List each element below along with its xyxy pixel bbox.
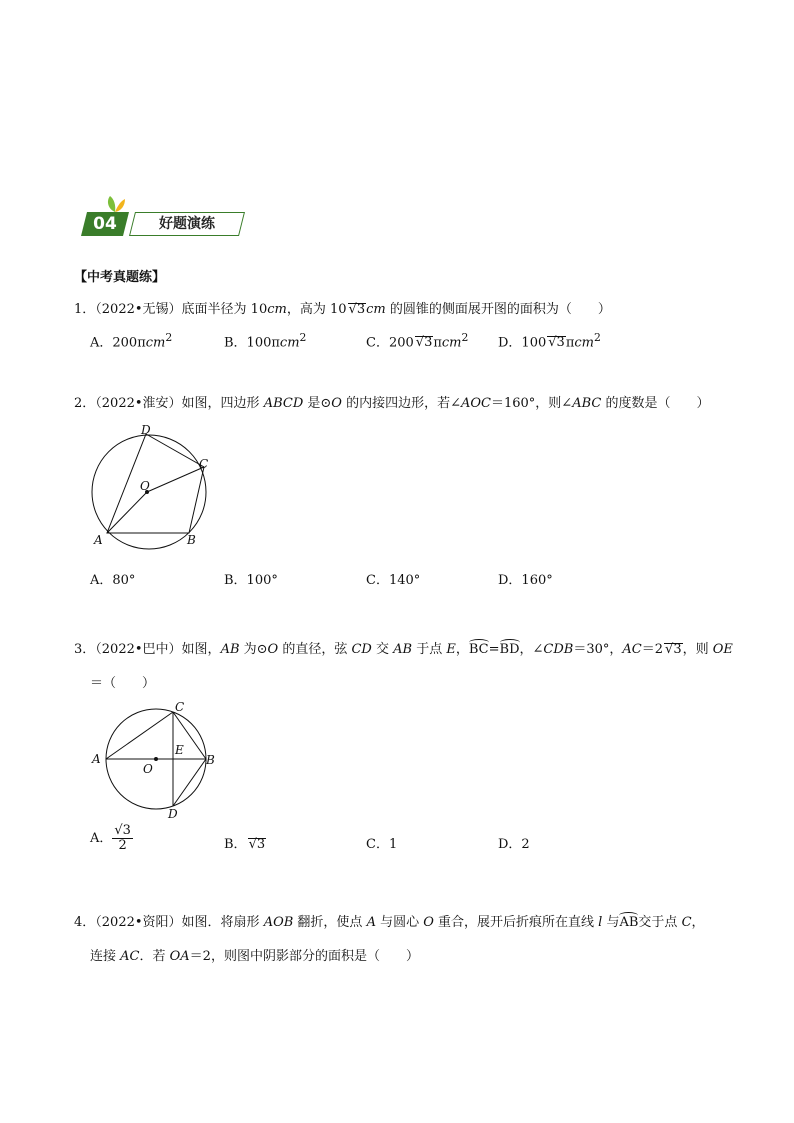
q4-text: 翻折，使点	[293, 915, 367, 930]
q3-text: 交	[371, 642, 394, 657]
q3-option-c[interactable]: C．1	[366, 837, 398, 852]
q3-text: ，∠	[519, 642, 544, 657]
q1-number: 1．	[74, 302, 96, 317]
radicand: 3	[673, 642, 682, 657]
arc-bd: BD	[500, 639, 520, 657]
var: AB	[220, 642, 240, 657]
chord-db	[173, 759, 206, 806]
arc-bc: BC	[469, 639, 489, 657]
q4-text: ，	[691, 915, 705, 930]
label-c: C	[175, 700, 185, 714]
sqrt: √3	[665, 642, 682, 657]
option-label: A．200π	[90, 335, 146, 351]
subheading: 【中考真题练】	[74, 270, 166, 285]
option-label: D．100	[498, 335, 547, 351]
sqrt: √3	[548, 335, 565, 351]
unit: cm	[441, 335, 462, 351]
radicand: 3	[424, 335, 433, 351]
q1-text: ，高为 10	[286, 302, 347, 317]
option-label: C．200	[366, 335, 414, 351]
q3-option-b[interactable]	[224, 833, 266, 852]
var: O	[423, 915, 434, 930]
numerator: √3	[114, 823, 131, 838]
var: OE	[712, 642, 733, 657]
q2-option-a[interactable]: A．80°	[90, 573, 136, 588]
sqrt: √3	[348, 302, 366, 317]
section-badge	[84, 209, 244, 239]
var: AOC	[460, 396, 491, 411]
var: OA	[169, 949, 190, 964]
var: AC	[622, 642, 642, 657]
q3-text: ，	[455, 642, 469, 657]
q3-text: 如图，	[181, 642, 221, 657]
sqrt: √3	[248, 837, 266, 852]
label-e: E	[175, 743, 184, 757]
q3-figure	[86, 696, 226, 822]
q3-text: 于点	[412, 642, 447, 657]
var: C	[681, 915, 692, 930]
var: CDB	[543, 642, 574, 657]
q3-source: （2022•巴中）	[95, 642, 182, 657]
q2-option-d[interactable]: D．160°	[498, 573, 553, 588]
question-3	[74, 638, 733, 657]
label-b: B	[187, 533, 196, 547]
q1-text: 底面半径为 10	[181, 302, 268, 317]
q1-option-c[interactable]	[366, 331, 468, 350]
q4-line2	[90, 945, 419, 964]
q1-option-a[interactable]	[90, 331, 172, 350]
q3-text: ＝30°，	[573, 642, 623, 657]
q3-number: 3．	[74, 642, 96, 657]
q3-text: ＝2	[641, 642, 664, 657]
q3-option-d[interactable]: D．2	[498, 837, 530, 852]
unit: cm	[279, 335, 300, 351]
label-b: B	[206, 753, 215, 767]
q2-text: 的度数是（ ）	[601, 396, 710, 411]
q3-option-a[interactable]	[90, 824, 133, 853]
section-title-box	[129, 212, 245, 236]
pi: π	[565, 335, 575, 351]
question-4	[74, 911, 705, 930]
question-1	[74, 298, 611, 317]
q3-text: 的直径，弦	[278, 642, 352, 657]
var: E	[446, 642, 456, 657]
q2-option-c[interactable]: C．140°	[366, 573, 421, 588]
var: A	[366, 915, 376, 930]
q2-source: （2022•淮安）	[95, 396, 182, 411]
q4-text: ＝2，则图中阴影部分的面积是（ ）	[189, 949, 419, 964]
q4-text: 如图．将扇形	[181, 915, 264, 930]
denominator: 2	[118, 838, 127, 853]
var: AB	[393, 642, 413, 657]
q4-source: （2022•资阳）	[95, 915, 182, 930]
var: ABC	[572, 396, 602, 411]
q2-text: ＝160°，则∠	[490, 396, 573, 411]
q2-number: 2．	[74, 396, 96, 411]
var: CD	[351, 642, 372, 657]
segment-ao	[107, 492, 147, 533]
exponent: 2	[299, 331, 307, 344]
section-number: 04	[93, 214, 117, 234]
q1-unit: cm	[267, 302, 287, 317]
q1-option-b[interactable]	[224, 331, 306, 350]
q1-unit: cm	[366, 302, 386, 317]
sqrt: √3	[415, 335, 433, 351]
q3-text: ，则	[682, 642, 713, 657]
q1-option-d[interactable]	[498, 331, 601, 350]
option-label: A．	[90, 831, 113, 846]
label-a: A	[94, 533, 103, 547]
leaf-icon	[104, 195, 126, 213]
q4-text: 交于点	[638, 915, 682, 930]
center-point	[154, 757, 158, 761]
question-2	[74, 392, 709, 411]
chord-ac	[106, 712, 173, 759]
q1-radicand: 3	[356, 302, 366, 317]
segment-oc	[147, 467, 204, 492]
q2-text: 是⊙	[303, 396, 332, 411]
q4-text: 连接	[90, 949, 121, 964]
q1-text: 的圆锥的侧面展开图的面积为（ ）	[385, 302, 611, 317]
option-label: B．	[224, 837, 247, 852]
q3-line2: ＝（ ）	[90, 676, 156, 691]
q2-text: 的内接四边形，若∠	[341, 396, 461, 411]
option-label: B．100π	[224, 335, 280, 351]
radicand: 3	[556, 335, 565, 351]
var: O	[331, 396, 342, 411]
label-d: D	[168, 807, 178, 821]
q4-text: 重合，展开后折痕所在直线	[433, 915, 599, 930]
unit: cm	[145, 335, 166, 351]
var: AOB	[263, 915, 294, 930]
var: AC	[120, 949, 140, 964]
label-a: A	[92, 752, 101, 766]
exponent: 2	[461, 331, 469, 344]
label-d: D	[141, 423, 151, 437]
q2-figure	[84, 420, 224, 550]
q2-text: 如图，四边形	[181, 396, 264, 411]
q4-text: 与	[602, 915, 620, 930]
q4-text: 与圆心	[375, 915, 424, 930]
arc-ab: AB	[619, 912, 638, 930]
exponent: 2	[165, 331, 173, 344]
label-o: O	[143, 762, 153, 776]
fraction	[112, 824, 133, 853]
q1-source: （2022•无锡）	[95, 302, 182, 317]
q4-number: 4．	[74, 915, 96, 930]
equals: =	[488, 642, 500, 657]
var: l	[598, 915, 603, 930]
label-o: O	[140, 479, 150, 493]
pi: π	[433, 335, 442, 351]
unit: cm	[574, 335, 594, 351]
q3-text: 为⊙	[239, 642, 268, 657]
q4-text: ．若	[139, 949, 170, 964]
radicand: 3	[256, 837, 266, 852]
section-number-box	[81, 212, 129, 236]
exponent: 2	[593, 331, 601, 344]
q2-option-b[interactable]: B．100°	[224, 573, 278, 588]
label-c: C	[199, 457, 209, 471]
var: ABCD	[263, 396, 304, 411]
var: O	[267, 642, 279, 657]
section-title: 好题演练	[159, 216, 215, 232]
